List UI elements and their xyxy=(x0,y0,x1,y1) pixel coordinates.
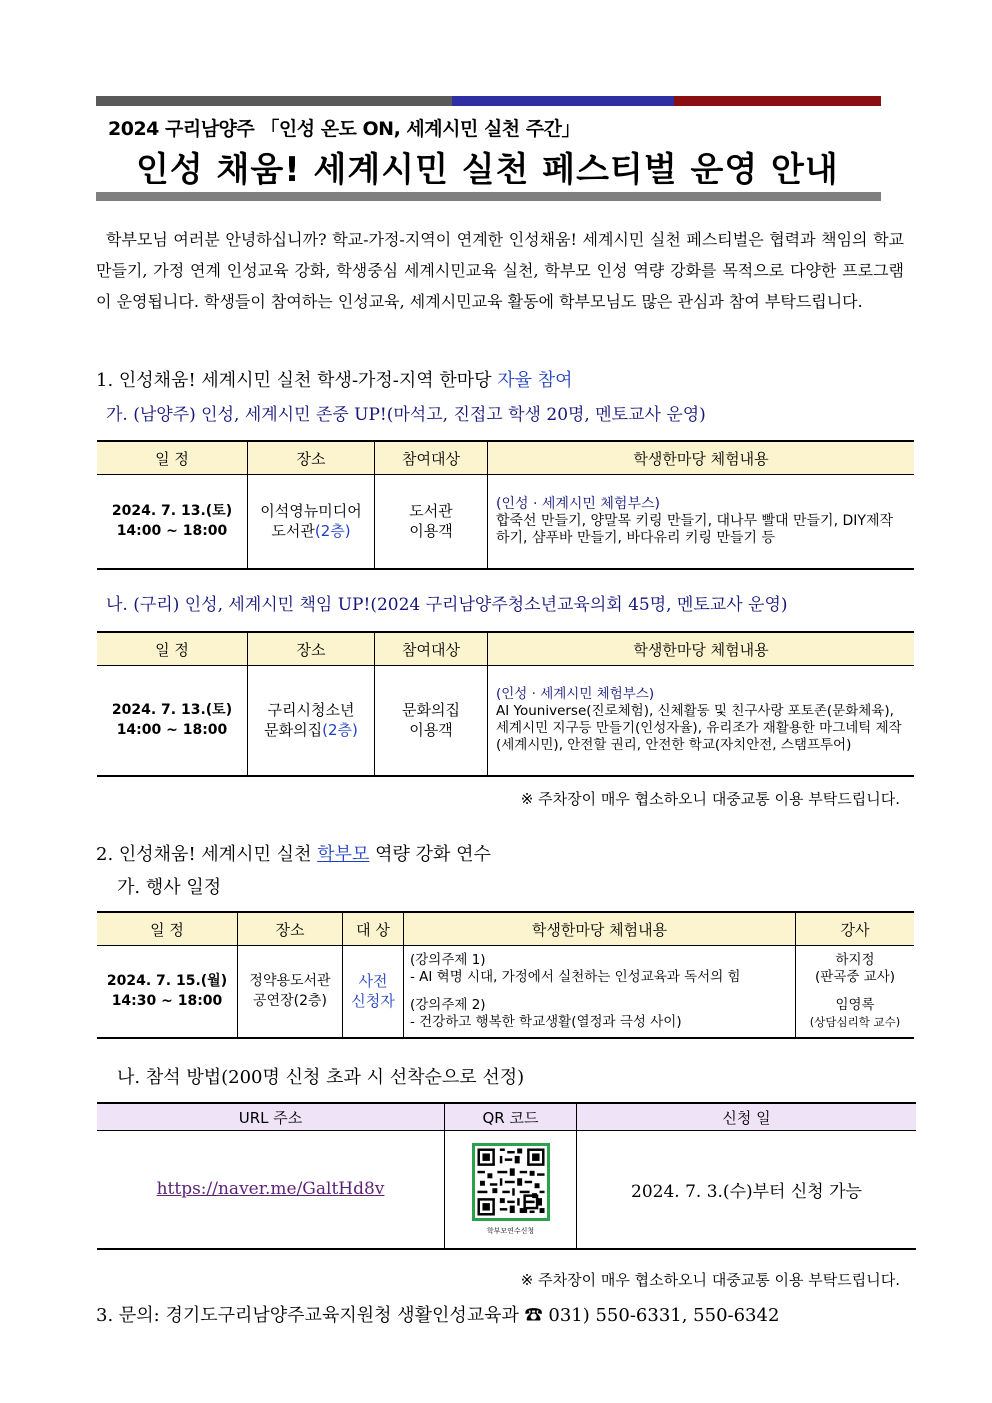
header-color-bar xyxy=(96,96,881,106)
place-text-2: 문화의집 xyxy=(264,721,323,740)
cell-date xyxy=(97,475,248,569)
col-place: 장소 xyxy=(248,441,375,475)
col-date: 일 정 xyxy=(97,632,248,666)
bar-segment-blue xyxy=(452,96,674,106)
col-lecturer: 강사 xyxy=(796,912,915,946)
intro-paragraph: 학부모님 여러분 안녕하십니까? 학교-가정-지역이 연계한 인성채움! 세계시민 실천 페스티벌은 협력과 책임의 학교 만들기, 가정 연계 인성교육 강화, 학생중심 세계시민교육 실천, 학부모 인성 역량 강화를 목적으로 다양한 프로그램이 운영됩니다. 학생들이 참여하는 인성교육, 세계시민교육 활동에 학부모님도 많은 관심과 참여 부탁드립니다. xyxy=(96,230,904,311)
col-apply-date: 신청 일 xyxy=(577,1103,917,1131)
table-row xyxy=(97,1131,916,1249)
place-text: 구리시청소년 xyxy=(267,701,355,720)
cell-date xyxy=(97,666,248,776)
section2-sub-a: 가. 행사 일정 xyxy=(117,877,222,898)
cell-url xyxy=(97,1131,445,1249)
cell-target xyxy=(343,946,404,1038)
cell-content xyxy=(488,475,915,569)
content-title: (인성 · 세계시민 체험부스) xyxy=(496,686,655,703)
col-content: 학생한마당 체험내용 xyxy=(488,632,915,666)
col-content: 학생한마당 체험내용 xyxy=(404,912,796,946)
col-date: 일 정 xyxy=(97,441,248,475)
col-qr: QR 코드 xyxy=(445,1103,577,1131)
cell-content xyxy=(488,666,915,776)
qr-code-icon[interactable] xyxy=(472,1143,550,1221)
date-text: 2024. 7. 15.(월) xyxy=(106,973,228,990)
cell-target xyxy=(375,666,488,776)
table-namyangju xyxy=(97,440,914,570)
section2-heading xyxy=(96,840,491,866)
target-text-2: 신청자 xyxy=(351,992,395,1011)
section2-heading-text: 2. 인성채움! 세계시민 실천 xyxy=(96,844,318,865)
header-bottom-bar xyxy=(96,192,881,201)
section1-sub-b: 나. (구리) 인성, 세계시민 책임 UP!(2024 구리남양주청소년교육의회 45명, 멘토교사 운영) xyxy=(106,595,788,615)
cell-topics xyxy=(404,946,796,1038)
cell-date xyxy=(97,946,238,1038)
place-floor: (2층) xyxy=(322,721,358,740)
bar-segment-red xyxy=(674,96,881,106)
col-url: URL 주소 xyxy=(97,1103,445,1131)
table-parent-training xyxy=(97,911,914,1039)
section1-heading xyxy=(96,366,573,392)
table-application xyxy=(97,1102,916,1250)
content-text: 합죽선 만들기, 양말목 키링 만들기, 대나무 빨대 만들기, DIY제작하기, 샴푸바 만들기, 바다유리 키링 만들기 등 xyxy=(496,512,893,546)
target-text: 문화의집 xyxy=(402,701,460,720)
cell-place xyxy=(238,946,343,1038)
time-text: 14:00 ~ 18:00 xyxy=(116,722,228,739)
bar-segment-gray xyxy=(96,96,452,106)
place-text: 이석영뉴미디어 xyxy=(260,502,362,521)
cell-apply-date: 2024. 7. 3.(수)부터 신청 가능 xyxy=(577,1131,917,1249)
lecturer1-name: 하지정 xyxy=(835,951,875,968)
col-target: 참여대상 xyxy=(375,441,488,475)
section2-heading-link[interactable]: 학부모 xyxy=(317,844,370,865)
parking-note-2: ※ 주차장이 매우 협소하오니 대중교통 이용 부탁드립니다. xyxy=(520,1271,900,1289)
section1-heading-highlight: 자율 참여 xyxy=(497,370,573,391)
col-content: 학생한마당 체험내용 xyxy=(488,441,915,475)
parking-note-1: ※ 주차장이 매우 협소하오니 대중교통 이용 부탁드립니다. xyxy=(520,790,900,808)
table-row xyxy=(97,946,914,1038)
topic2-text: - 건강하고 행복한 학교생활(열정과 극성 사이) xyxy=(410,1013,682,1030)
col-target: 참여대상 xyxy=(375,632,488,666)
section1-heading-text: 1. 인성채움! 세계시민 실천 학생-가정-지역 한마당 xyxy=(96,370,498,391)
topic1-text: - AI 혁명 시대, 가정에서 실천하는 인성교육과 독서의 힘 xyxy=(410,968,741,985)
place-floor: (2층) xyxy=(314,522,351,541)
table-guri xyxy=(97,631,914,777)
target-text: 도서관 xyxy=(409,502,453,521)
table-row xyxy=(97,475,914,569)
target-text-2: 이용객 xyxy=(409,721,453,740)
time-text: 14:30 ~ 18:00 xyxy=(111,993,223,1010)
section1-sub-a: 가. (남양주) 인성, 세계시민 존중 UP!(마석고, 진접고 학생 20명, 멘토교사 운영) xyxy=(106,405,706,425)
content-text: AI Youniverse(진로체험), 신체활동 및 친구사랑 포토존(문화체육), 세계시민 지구등 만들기(인성자율), 유리조가 재활용한 마그네틱 제작(세계시민), 안전할 권리, 안전한 학교(자치안전, 스탬프투어) xyxy=(496,703,902,754)
cell-place xyxy=(248,666,375,776)
col-target: 대 상 xyxy=(343,912,404,946)
content-title: (인성 · 세계시민 체험부스) xyxy=(496,495,660,512)
section2-sub-b: 나. 참석 방법(200명 신청 초과 시 선착순으로 선정) xyxy=(117,1067,525,1088)
time-text: 14:00 ~ 18:00 xyxy=(116,523,228,540)
col-date: 일 정 xyxy=(97,912,238,946)
date-text: 2024. 7. 13.(토) xyxy=(111,503,233,520)
contact-info: 3. 문의: 경기도구리남양주교육지원청 생활인성교육과 ☎ 031) 550-6331, 550-6342 xyxy=(96,1305,780,1326)
table-row xyxy=(97,666,914,776)
place-text: 정약용도서관 xyxy=(249,973,331,990)
target-text-2: 이용객 xyxy=(409,522,453,541)
place-text-2: 도서관 xyxy=(271,522,315,541)
date-text: 2024. 7. 13.(토) xyxy=(111,702,233,719)
cell-place xyxy=(248,475,375,569)
target-text: 사전 xyxy=(358,972,388,991)
place-text-2: 공연장(2층) xyxy=(253,993,327,1010)
topic2-title: (강의주제 2) xyxy=(410,996,486,1013)
col-place: 장소 xyxy=(248,632,375,666)
cell-qr xyxy=(445,1131,577,1249)
qr-caption: 학부모연수신청 xyxy=(486,1226,535,1235)
lecturer2-name: 임영록 xyxy=(835,996,875,1013)
lecturer2-role: (상담심리학 교수) xyxy=(809,1014,901,1029)
cell-target xyxy=(375,475,488,569)
application-url-link[interactable]: https://naver.me/GaltHd8v xyxy=(156,1179,385,1200)
page-title: 인성 채움! 세계시민 실천 페스티벌 운영 안내 xyxy=(136,150,839,190)
col-place: 장소 xyxy=(238,912,343,946)
section2-heading-suffix: 역량 강화 연수 xyxy=(369,844,491,865)
cell-lecturers xyxy=(796,946,915,1038)
page-subtitle: 2024 구리남양주 「인성 온도 ON, 세계시민 실천 주간」 xyxy=(108,118,580,140)
lecturer1-role: (판곡중 교사) xyxy=(814,968,896,985)
topic1-title: (강의주제 1) xyxy=(410,951,486,968)
